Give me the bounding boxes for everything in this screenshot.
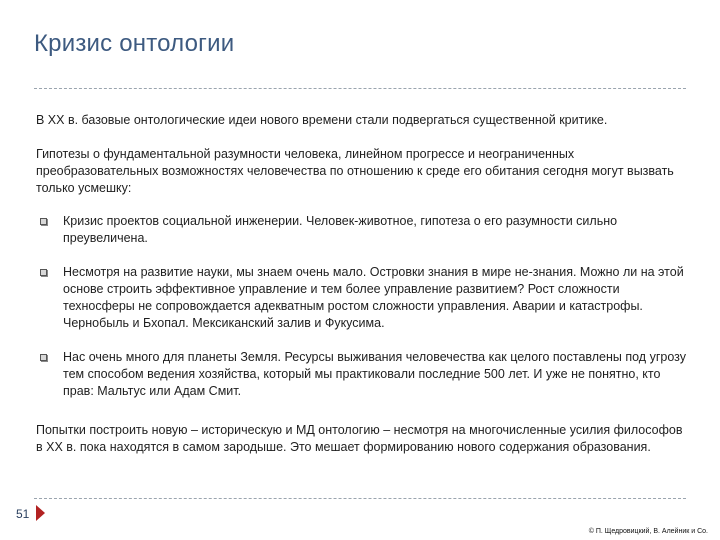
bottom-divider (34, 498, 686, 499)
slide-title: Кризис онтологии (34, 30, 235, 57)
page-number: 51 (16, 507, 30, 521)
bullet-item (36, 213, 686, 247)
bullet-text: Несмотря на развитие науки, мы знаем очень мало. Островки знания в мире не-знания. Можно ли на этой основе строить эффективное управление и тем более управление развитием? Рост сложности техносферы не сопровождается адекватным ростом сложности управления. Аварии и катастрофы. Чернобыль и Бхопал. Мексиканский залив и Фукусима. (63, 265, 684, 330)
bullet-text: Кризис проектов социальной инженерии. Человек-животное, гипотеза о его разумности сильно преувеличена. (63, 214, 618, 245)
conclusion-paragraph: Попытки построить новую – историческую и МД онтологию – несмотря на многочисленные усилия философов в XX в. пока находятся в самом зародыше. Это мешает формированию нового содержания образования. (36, 423, 683, 454)
square-bullet-icon (40, 354, 47, 361)
page-marker-triangle-icon (36, 505, 45, 521)
square-bullet-icon (40, 269, 47, 276)
slide-content (36, 112, 686, 456)
bullet-item (36, 264, 686, 332)
copyright-notice: © П. Щедровицкий, В. Алейник и Со. (588, 528, 708, 535)
lead-paragraph: Гипотезы о фундаментальной разумности человека, линейном прогрессе и неограниченных преобразовательных возможностях человечества по отношению к среде его обитания сегодня могут вызвать только усмешку: (36, 147, 674, 195)
bullet-text: Нас очень много для планеты Земля. Ресурсы выживания человечества как целого поставлены под угрозу тем способом ведения хозяйства, который мы практиковали последние 500 лет. И уже не понятно, кто прав: Мальтус или Адам Смит. (63, 350, 686, 398)
square-bullet-icon (40, 218, 47, 225)
intro-paragraph: В XX в. базовые онтологические идеи нового времени стали подвергаться существенной критике. (36, 113, 608, 127)
bullet-item (36, 349, 686, 400)
bullet-list (36, 213, 686, 400)
top-divider (34, 88, 686, 89)
